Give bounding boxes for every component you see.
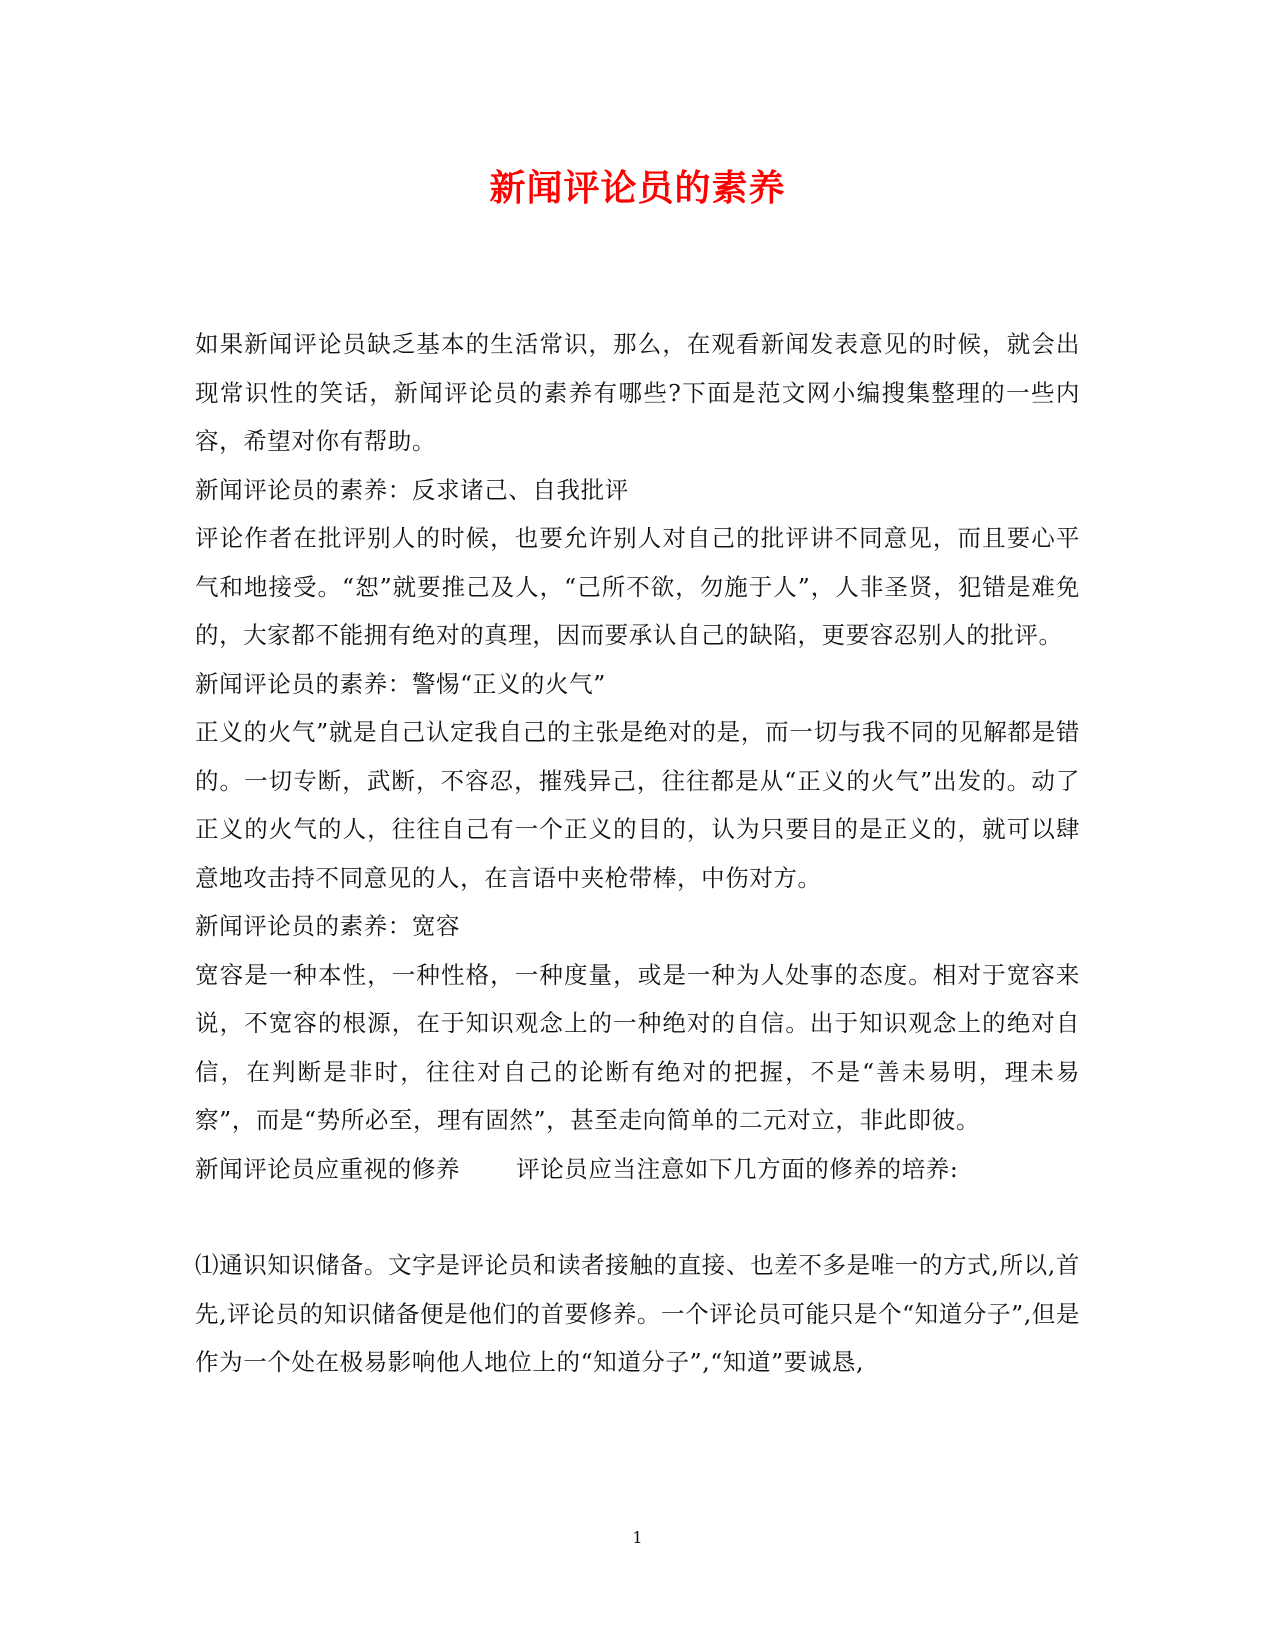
body-paragraph: 正义的火气”就是自己认定我自己的主张是绝对的是，而一切与我不同的见解都是错的。一切专断，武断，不容忍，摧残异己，往往都是从“正义的火气”出发的。动了正义的火气的人，往往自己有一个正义的目的，认为只要目的是正义的，就可以肆意地攻击持不同意见的人，在言语中夹枪带棒，中伤对方。	[195, 718, 1080, 892]
section-heading: 新闻评论员应重视的修养	[195, 1154, 461, 1183]
section-heading: 新闻评论员的素养：反求诸己、自我批评	[195, 475, 629, 504]
body-paragraph: ⑴通识知识储备。文字是评论员和读者接触的直接、也差不多是唯一的方式,所以,首先,评论员的知识储备便是他们的首要修养。一个评论员可能只是个“知道分子”,但是作为一个处在极易影响他人地位上的“知道分子”,“知道”要诚恳,	[195, 1251, 1080, 1376]
document-body	[195, 320, 1080, 1387]
page-title: 新闻评论员的素养	[489, 167, 786, 209]
page-number: 1	[632, 1528, 643, 1547]
intro-sentence: 评论员应当注意如下几方面的修养的培养:	[516, 1154, 959, 1183]
section-heading: 新闻评论员的素养：警惕“正义的火气”	[195, 669, 606, 698]
body-paragraph: 评论作者在批评别人的时候，也要允许别人对自己的批评讲不同意见，而且要心平气和地接受。“恕”就要推己及人，“己所不欲，勿施于人”，人非圣贤，犯错是难免的，大家都不能拥有绝对的真理，因而要承认自己的缺陷，更要容忍别人的批评。	[195, 524, 1080, 649]
mixed-heading-line	[195, 1145, 1080, 1194]
intro-paragraph: 如果新闻评论员缺乏基本的生活常识，那么，在观看新闻发表意见的时候，就会出现常识性的笑话，新闻评论员的素养有哪些?下面是范文网小编搜集整理的一些内容，希望对你有帮助。	[195, 330, 1080, 455]
body-paragraph: 宽容是一种本性，一种性格，一种度量，或是一种为人处事的态度。相对于宽容来说，不宽容的根源，在于知识观念上的一种绝对的自信。出于知识观念上的绝对自信，在判断是非时，往往对自己的论断有绝对的把握，不是“善未易明，理未易察”，而是“势所必至，理有固然”，甚至走向简单的二元对立，非此即彼。	[195, 960, 1080, 1134]
section-heading: 新闻评论员的素养：宽容	[195, 912, 461, 940]
